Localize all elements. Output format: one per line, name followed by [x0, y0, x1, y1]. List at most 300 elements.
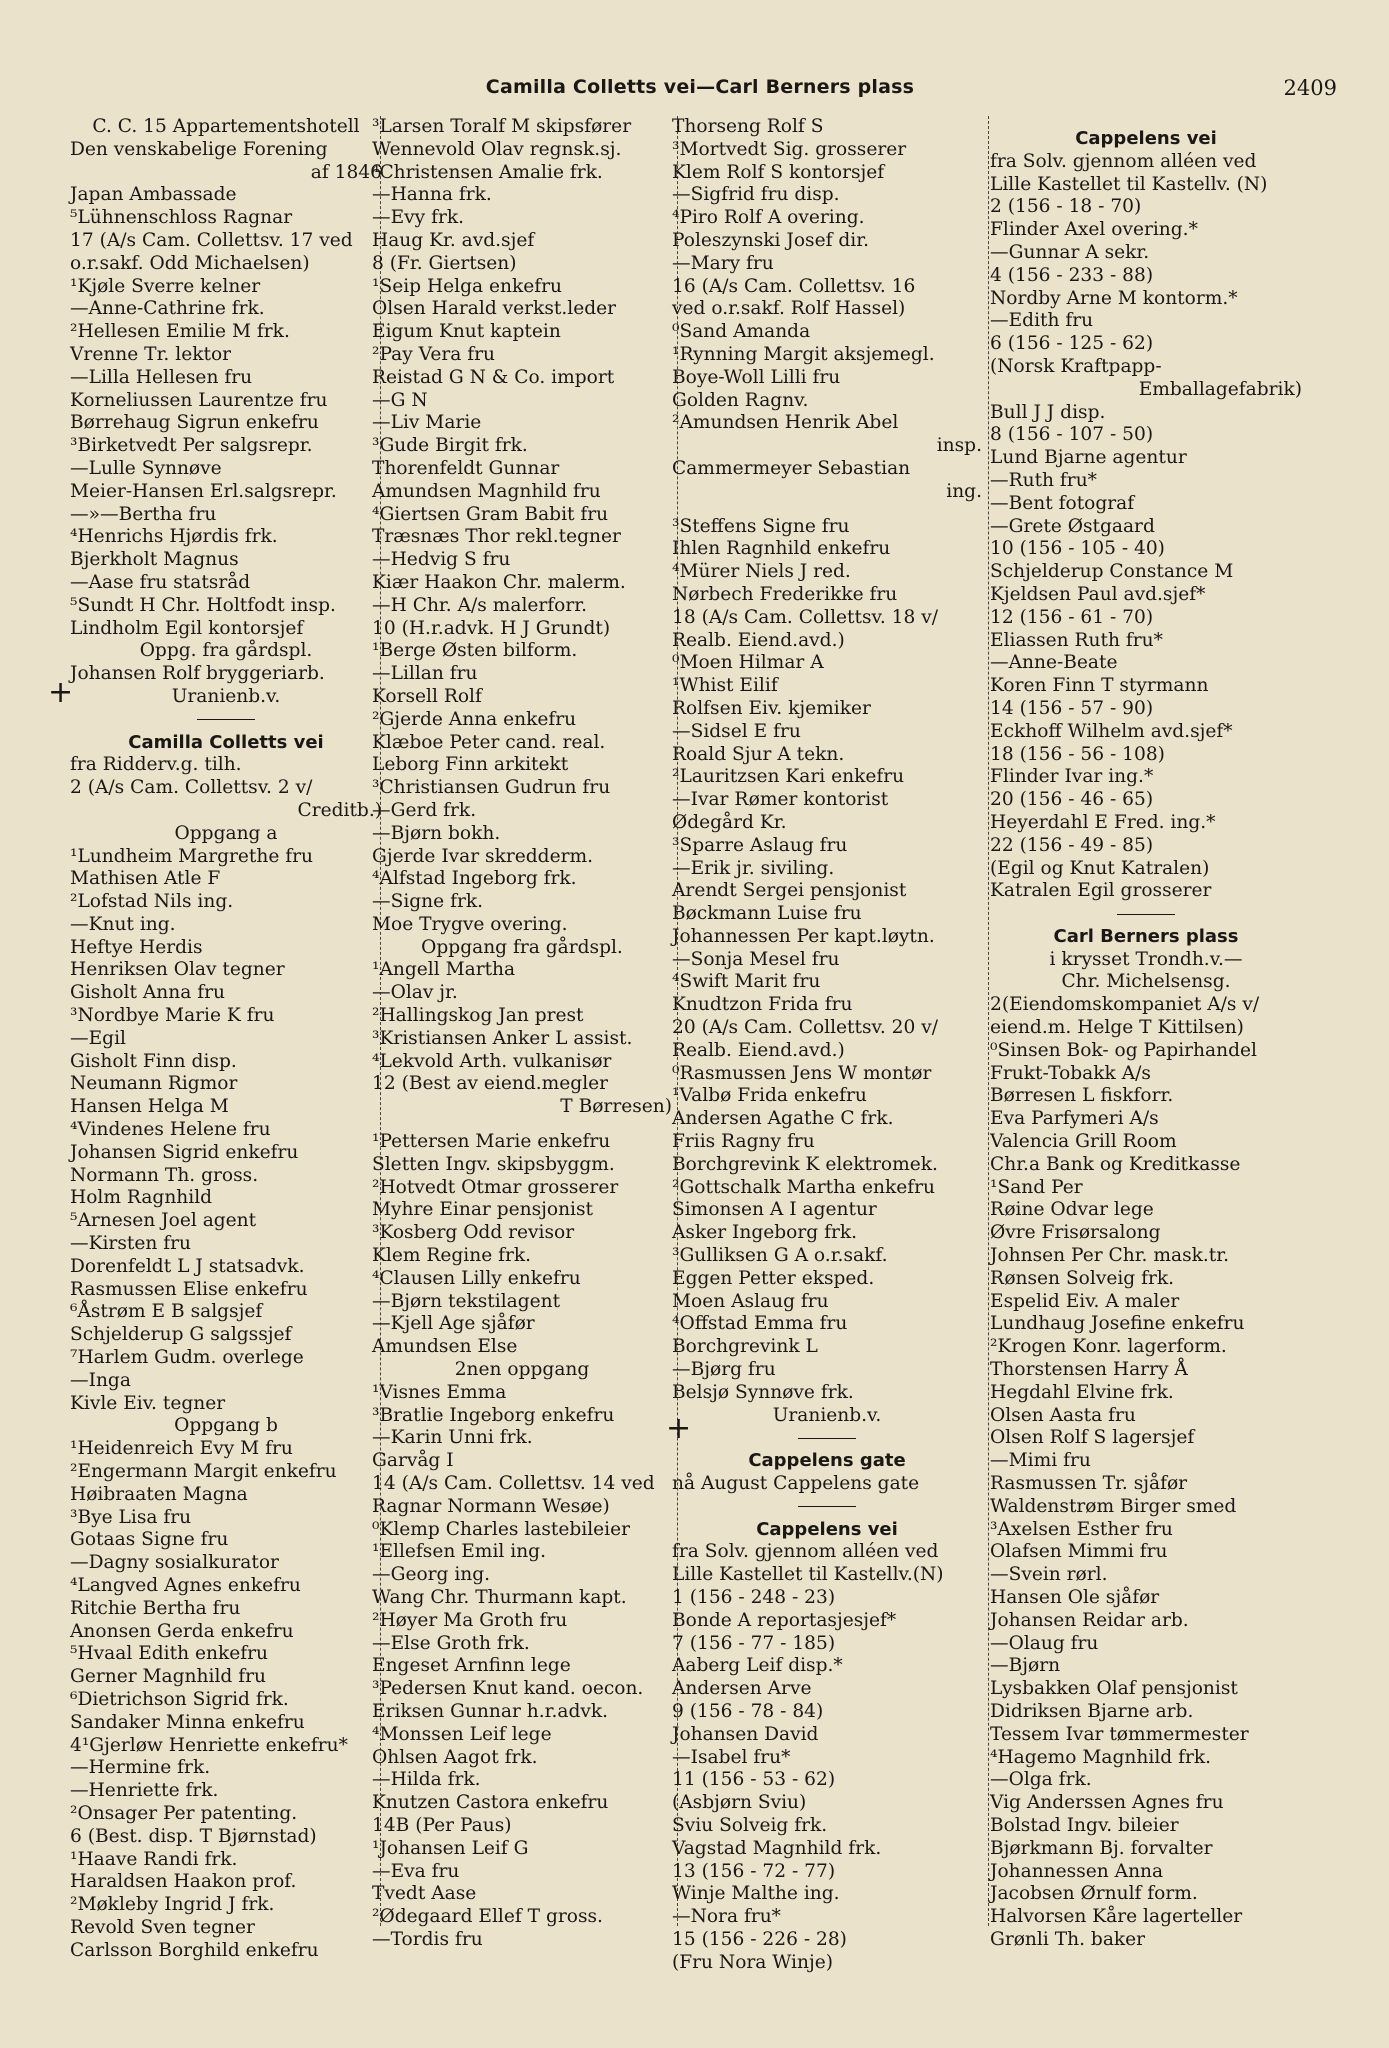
directory-entry: ³Birketvedt Per salgsrepr.	[70, 435, 313, 457]
directory-entry: o.r.sakf. Odd Michaelsen)	[70, 252, 310, 274]
directory-entry: 11 (156 - 53 - 62)	[672, 1769, 836, 1791]
directory-entry: ¹Valbø Frida enkefru	[672, 1085, 867, 1107]
directory-entry: —Sigfrid fru disp.	[672, 184, 840, 206]
directory-entry: eiend.m. Helge T Kittilsen)	[990, 1017, 1244, 1039]
directory-entry: Oppgang fra gårdspl.	[421, 936, 623, 958]
directory-entry: —»—Bertha fru	[70, 503, 217, 525]
directory-entry: Heyerdahl E Fred. ing.*	[990, 811, 1216, 833]
directory-entry: Flinder Ivar ing.*	[990, 766, 1154, 788]
directory-entry: Korsell Rolf	[372, 685, 482, 707]
directory-entry: Neumann Rigmor	[70, 1073, 238, 1095]
directory-entry: —Tordis fru	[372, 1928, 483, 1950]
directory-entry: ²Krogen Konr. lagerform.	[990, 1336, 1227, 1358]
directory-entry: 14B (Per Paus)	[372, 1814, 512, 1836]
directory-entry: Johannessen Anna	[990, 1860, 1164, 1882]
directory-entry: Moen Aslaug fru	[672, 1290, 829, 1312]
directory-entry: Klem Rolf S kontorsjef	[672, 161, 885, 183]
directory-entry: Uranienb.v.	[772, 1404, 882, 1426]
directory-entry: Vig Anderssen Agnes fru	[990, 1792, 1224, 1814]
section-divider	[672, 1496, 982, 1519]
directory-entry: Uranienb.v.	[171, 685, 281, 707]
directory-entry: (Fru Nora Winje)	[672, 1951, 834, 1973]
directory-entry: ²Hotvedt Otmar grosserer	[372, 1176, 619, 1198]
directory-entry: ing.	[946, 480, 982, 502]
directory-entry: T Børresen)	[560, 1096, 672, 1118]
directory-entry: —Bjørg fru	[672, 1359, 776, 1381]
directory-entry: —Aase fru statsråd	[70, 571, 251, 593]
directory-entry: —Sidsel E fru	[672, 720, 801, 742]
directory-entry: —Signe frk.	[372, 891, 484, 913]
directory-entry: 4 (156 - 233 - 88)	[990, 264, 1154, 286]
directory-entry: ³Steffens Signe fru	[672, 515, 850, 537]
directory-entry: Katralen Egil grosserer	[990, 880, 1212, 902]
directory-entry: Rolfsen Eiv. kjemiker	[672, 697, 871, 719]
directory-entry: Henriksen Olav tegner	[70, 959, 285, 981]
directory-entry: ³Christiansen Gudrun fru	[372, 777, 611, 799]
directory-entry: Eggen Petter eksped.	[672, 1267, 875, 1289]
directory-entry: Poleszynski Josef dir.	[672, 229, 869, 251]
directory-entry: —Egil	[70, 1027, 126, 1049]
directory-entry: Simonsen A I agentur	[672, 1199, 877, 1221]
directory-entry: ⁴Giertsen Gram Babit fru	[372, 503, 609, 525]
directory-entry: fra Ridderv.g. tilh.	[70, 754, 242, 776]
directory-entry: Ragnar Normann Wesøe)	[372, 1495, 610, 1517]
directory-entry: ⁵Sundt H Chr. Holtfodt insp.	[70, 594, 336, 616]
directory-entry: ³Pedersen Knut kand. oecon.	[372, 1678, 644, 1700]
directory-entry: 16 (A/s Cam. Collettsv. 16	[672, 275, 916, 297]
directory-entry: ³Kristiansen Anker L assist.	[372, 1027, 633, 1049]
directory-entry: ⁵Lühnenschloss Ragnar	[70, 207, 293, 229]
directory-entry: Jacobsen Ørnulf form.	[990, 1883, 1198, 1905]
directory-entry: ²Gottschalk Martha enkefru	[672, 1176, 936, 1198]
directory-entry: Rasmussen Elise enkefru	[70, 1278, 308, 1300]
directory-entry: ⁴Alfstad Ingeborg frk.	[372, 868, 577, 890]
directory-entry: Andersen Agathe C frk.	[672, 1108, 894, 1130]
directory-entry: —Bjørn	[990, 1655, 1061, 1677]
directory-entry: Realb. Eiend.avd.)	[672, 629, 845, 651]
directory-entry: —Bjørn bokh.	[372, 822, 501, 844]
directory-entry: Johansen Reidar arb.	[990, 1609, 1189, 1631]
directory-entry: Bjørkmann Bj. forvalter	[990, 1837, 1213, 1859]
directory-entry: —Ivar Rømer kontorist	[672, 789, 889, 811]
directory-entry: Eriksen Gunnar h.r.advk.	[372, 1700, 609, 1722]
directory-entry: —Inga	[70, 1369, 131, 1391]
directory-entry: Vrenne Tr. lektor	[70, 343, 232, 365]
directory-entry: Dorenfeldt L J statsadvk.	[70, 1255, 305, 1277]
directory-entry: Amundsen Else	[372, 1336, 518, 1358]
directory-entry: Chr. Michelsensg.	[1061, 971, 1231, 993]
directory-entry: —Liv Marie	[372, 412, 482, 434]
directory-entry: (Asbjørn Sviu)	[672, 1792, 807, 1814]
directory-entry: Boye-Woll Lilli fru	[672, 366, 841, 388]
page-header-title: Camilla Colletts vei—Carl Berners plass	[485, 76, 915, 98]
directory-entry: Friis Ragny fru	[672, 1131, 815, 1153]
directory-entry: —G N	[372, 389, 428, 411]
directory-entry: nå August Cappelens gate	[672, 1473, 920, 1495]
directory-entry: 2nen oppgang	[454, 1359, 590, 1381]
directory-entry: —Lulle Synnøve	[70, 457, 222, 479]
directory-entry: ⁷Harlem Gudm. overlege	[70, 1347, 304, 1369]
directory-entry: —Olga frk.	[990, 1769, 1092, 1791]
directory-entry: 8 (156 - 107 - 50)	[990, 424, 1154, 446]
directory-entry: Hansen Ole sjåfør	[990, 1587, 1160, 1608]
directory-entry: Lille Kastellet til Kastellv.(N)	[672, 1564, 944, 1586]
directory-entry: —Sonja Mesel fru	[672, 948, 840, 970]
directory-entry: ⁴Swift Marit fru	[672, 971, 821, 993]
directory-entry: Gerner Magnhild fru	[70, 1666, 266, 1688]
directory-entry: Olsen Rolf S lagersjef	[990, 1427, 1195, 1449]
directory-entry: ³Bratlie Ingeborg enkefru	[372, 1404, 615, 1426]
section-divider	[70, 709, 382, 732]
directory-entry: ⁴Langved Agnes enkefru	[70, 1575, 301, 1596]
directory-entry: Koren Finn T styrmann	[990, 675, 1209, 697]
directory-entry: —Anne-Beate	[990, 652, 1118, 674]
directory-entry: Kivle Eiv. tegner	[70, 1392, 226, 1414]
directory-entry: —Hilda frk.	[372, 1769, 481, 1791]
directory-entry: Den venskabelige Forening	[70, 138, 328, 160]
section-divider	[672, 1427, 982, 1450]
spacer	[990, 116, 1302, 128]
directory-entry: Arendt Sergei pensjonist	[672, 880, 907, 902]
directory-entry: ¹Lundheim Margrethe fru	[70, 845, 314, 867]
directory-entry: Holm Ragnhild	[70, 1187, 213, 1209]
directory-entry: Normann Th. gross.	[70, 1164, 259, 1186]
directory-entry: Leborg Finn arkitekt	[372, 754, 569, 776]
directory-entry: Vagstad Magnhild frk.	[672, 1837, 882, 1859]
directory-entry: —Georg ing.	[372, 1564, 491, 1586]
registration-mark: +	[48, 675, 74, 710]
directory-entry: —Kirsten fru	[70, 1233, 191, 1255]
directory-entry: ¹Ellefsen Emil ing.	[372, 1541, 546, 1563]
directory-entry: Oppgang b	[174, 1415, 278, 1437]
directory-entry: Belsjø Synnøve frk.	[672, 1381, 854, 1403]
directory-entry: ²Hallingskog Jan prest	[372, 1005, 584, 1027]
directory-entry: Haug Kr. avd.sjef	[372, 229, 535, 251]
directory-entry: 13 (156 - 72 - 77)	[672, 1860, 836, 1882]
directory-entry: ¹Johansen Leif G	[372, 1837, 529, 1859]
directory-entry: Flinder Axel overing.*	[990, 219, 1198, 241]
directory-entry: Tessem Ivar tømmermester	[990, 1723, 1249, 1745]
directory-entry: —Erik jr. siviling.	[672, 857, 835, 879]
directory-entry: Roald Sjur A tekn.	[672, 743, 845, 765]
directory-entry: Thorseng Rolf S	[672, 116, 824, 137]
directory-entry: —Dagny sosialkurator	[70, 1552, 279, 1574]
directory-entry: ¹Berge Østen bilform.	[372, 640, 578, 662]
directory-column-1	[70, 116, 382, 2036]
directory-entry: —Gerd frk.	[372, 799, 477, 821]
directory-entry: Thorstensen Harry Å	[990, 1359, 1188, 1381]
directory-entry: Thorenfeldt Gunnar	[372, 457, 560, 479]
directory-entry: Nørbech Frederikke fru	[672, 583, 898, 605]
directory-entry: fra Solv. gjennom alléen ved	[990, 150, 1257, 172]
directory-entry: Lindholm Egil kontorsjef	[70, 617, 304, 639]
directory-entry: Espelid Eiv. A maler	[990, 1290, 1180, 1312]
directory-entry: ⁴Christensen Amalie frk.	[372, 161, 603, 183]
directory-entry: Høibraaten Magna	[70, 1483, 248, 1505]
directory-entry: Reistad G N & Co. import	[372, 366, 615, 388]
directory-entry: ⁰Sand Amanda	[672, 321, 811, 343]
directory-entry: 22 (156 - 49 - 85)	[990, 834, 1154, 856]
directory-entry: 12 (156 - 61 - 70)	[990, 606, 1154, 628]
directory-entry: Lysbakken Olaf pensjonist	[990, 1678, 1238, 1700]
directory-entry: —Lillan fru	[372, 663, 478, 685]
directory-column-3	[672, 116, 982, 2036]
directory-entry: Wennevold Olav regnsk.sj.	[372, 138, 622, 160]
directory-entry: ¹Sand Per	[990, 1176, 1083, 1198]
directory-entry: Børresen L fiskforr.	[990, 1085, 1174, 1107]
directory-entry: Eckhoff Wilhelm avd.sjef*	[990, 720, 1233, 742]
directory-entry: 12 (Best av eiend.megler	[372, 1073, 609, 1095]
directory-entry: ⁴Piro Rolf A overing.	[672, 207, 865, 229]
directory-entry: Garvåg I	[372, 1450, 454, 1472]
street-heading: Camilla Colletts vei	[128, 731, 324, 753]
directory-entry: Bjerkholt Magnus	[70, 549, 239, 571]
directory-entry: Cammermeyer Sebastian	[672, 457, 911, 479]
directory-entry: Johannessen Per kapt.løytn.	[672, 925, 935, 947]
directory-entry: ⁴Hagemo Magnhild frk.	[990, 1746, 1212, 1768]
directory-entry: —Isabel fru*	[672, 1746, 791, 1768]
directory-entry: Knutzen Castora enkefru	[372, 1792, 609, 1814]
directory-entry: —H Chr. A/s malerforr.	[372, 594, 588, 616]
directory-entry: Japan Ambassade	[70, 184, 237, 206]
directory-entry: —Bjørn tekstilagent	[372, 1290, 561, 1312]
directory-entry: ²Amundsen Henrik Abel	[672, 412, 899, 434]
directory-entry: ⁶Dietrichson Sigrid frk.	[70, 1688, 289, 1710]
directory-entry: Frukt-Tobakk A/s	[990, 1062, 1151, 1084]
directory-entry: ²Ødegaard Ellef T gross.	[372, 1906, 603, 1928]
directory-entry: ¹Angell Martha	[372, 959, 516, 981]
directory-entry: Gisholt Anna fru	[70, 982, 225, 1004]
directory-entry: —Svein rørl.	[990, 1564, 1108, 1586]
directory-entry: 18 (A/s Cam. Collettsv. 18 v/	[672, 606, 938, 628]
directory-entry: —Edith fru	[990, 310, 1094, 332]
directory-entry: —Gunnar A sekr.	[990, 241, 1150, 263]
directory-entry: ²Lauritzsen Kari enkefru	[672, 766, 905, 788]
directory-entry: Schjelderup G salgssjef	[70, 1324, 292, 1346]
directory-entry: Olsen Harald verkst.leder	[372, 298, 616, 320]
directory-entry: —Karin Unni frk.	[372, 1427, 533, 1449]
directory-entry: Kiær Haakon Chr. malerm.	[372, 571, 626, 593]
directory-entry: ³Mortvedt Sig. grosserer	[672, 138, 907, 160]
directory-entry: Kjeldsen Paul avd.sjef*	[990, 583, 1206, 605]
directory-entry: insp.	[936, 435, 982, 457]
directory-entry: Røine Odvar lege	[990, 1199, 1154, 1221]
directory-entry: Hegdahl Elvine frk.	[990, 1381, 1174, 1403]
directory-entry: Rasmussen Tr. sjåfør	[990, 1473, 1188, 1495]
spacer	[372, 1119, 672, 1131]
directory-entry: Didriksen Bjarne arb.	[990, 1700, 1194, 1722]
directory-entry: —Bent fotograf	[990, 492, 1135, 514]
directory-entry: Træsnæs Thor rekl.tegner	[372, 526, 621, 548]
directory-entry: Sandaker Minna enkefru	[70, 1711, 305, 1733]
directory-entry: ¹Whist Eilif	[672, 675, 778, 697]
directory-entry: Ohlsen Aagot frk.	[372, 1746, 538, 1768]
directory-entry: Lund Bjarne agentur	[990, 447, 1187, 469]
directory-entry: ⁰Klemp Charles lastebileier	[372, 1518, 631, 1540]
directory-entry: 6 (Best. disp. T Bjørnstad)	[70, 1825, 317, 1847]
directory-entry: Schjelderup Constance M	[990, 561, 1234, 583]
directory-entry: ³Gulliksen G A o.r.sakf.	[672, 1245, 888, 1267]
directory-entry: Halvorsen Kåre lagerteller	[990, 1906, 1243, 1928]
directory-entry: Winje Malthe ing.	[672, 1883, 840, 1905]
directory-entry: Lundhaug Josefine enkefru	[990, 1313, 1245, 1335]
directory-entry: 7 (156 - 77 - 185)	[672, 1632, 836, 1654]
directory-entry: Børrehaug Sigrun enkefru	[70, 412, 319, 434]
directory-entry: ⁵Arnesen Joel agent	[70, 1210, 257, 1232]
directory-entry: ⁴Offstad Emma fru	[672, 1313, 848, 1335]
directory-entry: ²Møkleby Ingrid J frk.	[70, 1894, 275, 1916]
directory-entry: ²Pay Vera fru	[372, 343, 495, 365]
directory-entry: 14 (A/s Cam. Collettsv. 14 ved	[372, 1473, 655, 1495]
directory-entry: Mathisen Atle F	[70, 868, 221, 890]
spacer	[672, 504, 982, 516]
street-heading: Carl Berners plass	[1053, 925, 1239, 947]
directory-entry: ³Nordbye Marie K fru	[70, 1005, 275, 1027]
directory-entry: —Grete Østgaard	[990, 515, 1155, 537]
directory-entry: 10 (156 - 105 - 40)	[990, 538, 1165, 560]
directory-entry: —Ruth fru*	[990, 469, 1097, 491]
directory-entry: Klæboe Peter cand. real.	[372, 731, 606, 753]
directory-entry: ³Kosberg Odd revisor	[372, 1222, 575, 1244]
directory-entry: ⁰Sinsen Bok- og Papirhandel	[990, 1039, 1257, 1061]
directory-entry: Tvedt Aase	[372, 1883, 477, 1905]
registration-mark: +	[666, 1411, 692, 1446]
directory-entry: 1 (156 - 248 - 23)	[672, 1587, 836, 1608]
directory-entry: Sviu Solveig frk.	[672, 1814, 828, 1836]
directory-entry: Haraldsen Haakon prof.	[70, 1871, 297, 1893]
directory-entry: Johansen Sigrid enkefru	[70, 1141, 299, 1163]
page-number: 2409	[1283, 76, 1337, 100]
directory-entry: Bøckmann Luise fru	[672, 903, 862, 925]
directory-entry: Wang Chr. Thurmann kapt.	[372, 1587, 627, 1608]
directory-entry: —Hanna frk.	[372, 184, 492, 206]
directory-entry: ⁴Lekvold Arth. vulkanisør	[372, 1050, 612, 1072]
directory-entry: ²Lofstad Nils ing.	[70, 891, 234, 913]
directory-entry: Oppgang a	[174, 822, 278, 844]
directory-entry: 9 (156 - 78 - 84)	[672, 1700, 824, 1722]
directory-entry: ved o.r.sakf. Rolf Hassel)	[672, 298, 906, 320]
directory-entry: Valencia Grill Room	[990, 1131, 1177, 1153]
directory-entry: ²Engermann Margit enkefru	[70, 1461, 337, 1483]
directory-entry: ³Bye Lisa fru	[70, 1506, 192, 1528]
directory-entry: ¹Seip Helga enkefru	[372, 275, 563, 297]
directory-entry: 6 (156 - 125 - 62)	[990, 333, 1154, 355]
directory-entry: Bull J J disp.	[990, 401, 1106, 423]
directory-entry: Johansen Rolf bryggeriarb.	[70, 663, 325, 685]
directory-entry: ⁴Monssen Leif lege	[372, 1723, 552, 1745]
section-divider	[990, 903, 1302, 926]
directory-entry: —Olaug fru	[990, 1632, 1099, 1654]
directory-entry: Sletten Ingv. skipsbyggm.	[372, 1153, 615, 1175]
directory-entry: Eigum Knut kaptein	[372, 321, 561, 343]
directory-entry: Øvre Frisørsalong	[990, 1222, 1161, 1244]
directory-entry: —Nora fru*	[672, 1906, 781, 1928]
directory-entry: Creditb.)	[297, 799, 382, 821]
directory-entry: Hansen Helga M	[70, 1096, 229, 1118]
directory-entry: Korneliussen Laurentze fru	[70, 389, 328, 411]
directory-entry: ¹Pettersen Marie enkefru	[372, 1131, 611, 1153]
directory-entry: ²Onsager Per patenting.	[70, 1802, 298, 1824]
directory-entry: ³Larsen Toralf M skipsfører	[372, 116, 632, 137]
directory-entry: Ihlen Ragnhild enkefru	[672, 538, 891, 560]
directory-entry: i krysset Trondh.v.—	[1049, 948, 1243, 970]
directory-entry: Andersen Arve	[672, 1678, 812, 1700]
directory-entry: Carlsson Borghild enkefru	[70, 1939, 319, 1961]
directory-entry: ⁶Åstrøm E B salgsjef	[70, 1301, 263, 1323]
directory-entry: ¹Haave Randi frk.	[70, 1848, 238, 1870]
directory-entry: ²Hellesen Emilie M frk.	[70, 321, 290, 343]
directory-entry: Heftye Herdis	[70, 936, 203, 958]
directory-column-4	[990, 116, 1302, 2036]
directory-entry: Engeset Arnfinn lege	[372, 1655, 571, 1677]
directory-entry: (Norsk Kraftpapp-	[990, 355, 1162, 377]
directory-entry: Lille Kastellet til Kastellv. (N)	[990, 173, 1268, 195]
directory-entry: Emballagefabrik)	[1138, 378, 1302, 400]
directory-entry: ²Gjerde Anna enkefru	[372, 708, 577, 730]
street-heading: Cappelens vei	[1075, 128, 1217, 149]
directory-entry: —Hermine frk.	[70, 1757, 211, 1779]
directory-entry: 2 (156 - 18 - 70)	[990, 196, 1142, 218]
directory-entry: Grønli Th. baker	[990, 1928, 1146, 1950]
directory-entry: —Olav jr.	[372, 982, 458, 1004]
directory-entry: Realb. Eiend.avd.)	[672, 1039, 845, 1061]
directory-entry: Ødegård Kr.	[672, 811, 787, 833]
directory-entry: Borchgrevink K elektromek.	[672, 1153, 938, 1175]
directory-entry: 10 (H.r.advk. H J Grundt)	[372, 617, 611, 639]
street-heading: Cappelens gate	[748, 1450, 906, 1472]
directory-entry: 17 (A/s Cam. Collettsv. 17 ved	[70, 229, 353, 251]
directory-entry: Rønsen Solveig frk.	[990, 1267, 1175, 1289]
directory-entry: Aaberg Leif disp.*	[672, 1655, 843, 1677]
directory-entry: Chr.a Bank og Kreditkasse	[990, 1153, 1241, 1175]
directory-entry: ⁴Vindenes Helene fru	[70, 1119, 271, 1141]
directory-entry: Knudtzon Frida fru	[672, 994, 853, 1016]
directory-entry: Revold Sven tegner	[70, 1916, 255, 1938]
directory-entry: ¹Visnes Emma	[372, 1381, 507, 1403]
directory-entry: 14 (156 - 57 - 90)	[990, 697, 1154, 719]
directory-entry: Moe Trygve overing.	[372, 913, 568, 935]
directory-entry: 2(Eiendomskompaniet A/s v/	[990, 994, 1260, 1016]
directory-entry: Olafsen Mimmi fru	[990, 1541, 1168, 1563]
directory-entry: 2 (A/s Cam. Collettsv. 2 v/	[70, 777, 313, 799]
directory-entry: Myhre Einar pensjonist	[372, 1199, 594, 1221]
directory-entry: Johnsen Per Chr. mask.tr.	[990, 1245, 1230, 1267]
directory-entry: —Hedvig S fru	[372, 549, 511, 571]
directory-entry: Anonsen Gerda enkefru	[70, 1620, 294, 1642]
directory-entry: ¹Heidenreich Evy M fru	[70, 1438, 293, 1460]
directory-entry: 4¹Gjerløw Henriette enkefru*	[70, 1734, 348, 1756]
directory-entry: ⁰Rasmussen Jens W montør	[672, 1062, 932, 1084]
directory-entry: C. C. 15 Appartementshotell	[92, 116, 360, 137]
directory-entry: af 1846	[310, 161, 382, 183]
directory-entry: ⁴Mürer Niels J red.	[672, 561, 851, 583]
directory-entry: Meier-Hansen Erl.salgsrepr.	[70, 480, 337, 502]
directory-entry: 8 (Fr. Giertsen)	[372, 252, 517, 274]
directory-entry: 20 (A/s Cam. Collettsv. 20 v/	[672, 1017, 938, 1039]
directory-entry: Klem Regine frk.	[372, 1245, 532, 1267]
directory-entry: Golden Ragnv.	[672, 389, 809, 411]
directory-entry: ¹Kjøle Sverre kelner	[70, 275, 261, 297]
directory-entry: Waldenstrøm Birger smed	[990, 1495, 1237, 1517]
directory-entry: Bolstad Ingv. bileier	[990, 1814, 1179, 1836]
directory-entry: Oppg. fra gårdspl.	[139, 640, 313, 662]
directory-entry: ²Høyer Ma Groth fru	[372, 1609, 568, 1631]
directory-entry: ⁴Henrichs Hjørdis frk.	[70, 526, 278, 548]
directory-entry: Johansen David	[672, 1723, 819, 1745]
directory-entry: —Knut ing.	[70, 913, 176, 935]
directory-entry: ¹Rynning Margit aksjemegl.	[672, 343, 935, 365]
directory-entry: ³Gude Birgit frk.	[372, 435, 528, 457]
